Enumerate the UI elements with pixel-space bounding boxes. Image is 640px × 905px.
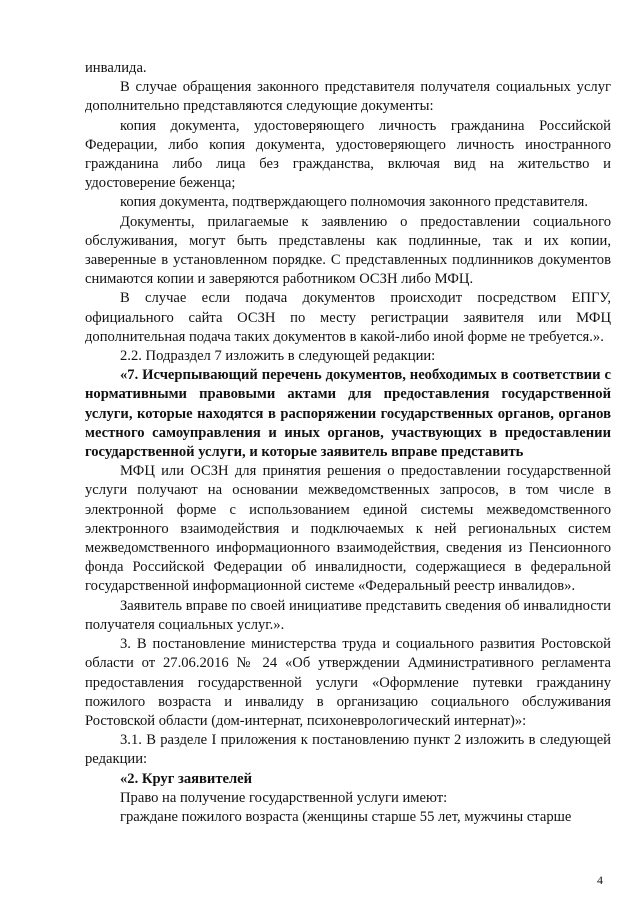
paragraph-4: копия документа, подтверждающего полномочия законного представителя. [120,194,589,211]
paragraph-15: граждане пожилого возраста (женщины старше 55 лет, мужчины старше [120,808,572,825]
paragraph-10: Заявитель вправе по своей инициативе представить сведения об инвалидности получателя социальных услуг.». [85,597,611,633]
paragraph-12: 3.1. В разделе I приложения к постановлению пункт 2 изложить в следующей редакции: [85,732,611,768]
paragraph-1: инвалида. [85,60,147,76]
page-number: 4 [597,873,603,887]
paragraph-2: В случае обращения законного представителя получателя социальных услуг дополнительно представляются следующие документы: [85,79,611,115]
section-2-heading: «2. Круг заявителей [120,770,253,787]
paragraph-9: МФЦ или ОСЗН для принятия решения о предоставлении государственной услуги получают на основании межведомственных запросов, в том числе в электронной форме с использованием единой системы межведомственного электронного взаимодействия и подключаемых к ней региональных систем межведомственного информационного взаимодействия, сведения из Пенсионного фонда Российской Федерации об инвалидности, содержащиеся в федеральной государственной информационной системе «Федеральный реестр инвалидов». [85,463,611,595]
paragraph-3: копия документа, удостоверяющего личность гражданина Российской Федерации, либо копия документа, удостоверяющего личность иностранного гражданина либо лица без гражданства, включая вид на жительство и удостоверение беженца; [85,117,611,192]
paragraph-11: 3. В постановление министерства труда и социального развития Ростовской области от 27.06.2016 № 24 «Об утверждении Административного регламента предоставления государственной услуги «Оформление путевки гражданину пожилого возраста и инвалиду в организацию социального обслуживания Ростовской области (дом-интернат, психоневрологический интернат)»: [85,636,611,729]
paragraph-5: Документы, прилагаемые к заявлению о предоставлении социального обслуживания, могут быть представлены как подлинные, так и их копии, заверенные в установленном порядке. С представленных подлинников документов снимаются копии и заверяются работником ОСЗН либо МФЦ. [85,213,611,288]
paragraph-14: Право на получение государственной услуги имеют: [120,789,448,806]
section-7-heading: «7. Исчерпывающий перечень документов, необходимых в соответствии с нормативными правовыми актами для предоставления государственной услуги, которые находятся в распоряжении государственных органов, органов местного самоуправления и иных органов, участвующих в предоставлении государственной услуги, и которые заявитель вправе представить [85,367,611,461]
paragraph-6: В случае если подача документов происходит посредством ЕПГУ, официального сайта ОСЗН по месту регистрации заявителя или МФЦ дополнительная подача таких документов в какой-либо иной форме не требуется.». [85,290,611,345]
paragraph-7: 2.2. Подраздел 7 изложить в следующей редакции: [120,348,436,365]
document-body [85,59,611,827]
